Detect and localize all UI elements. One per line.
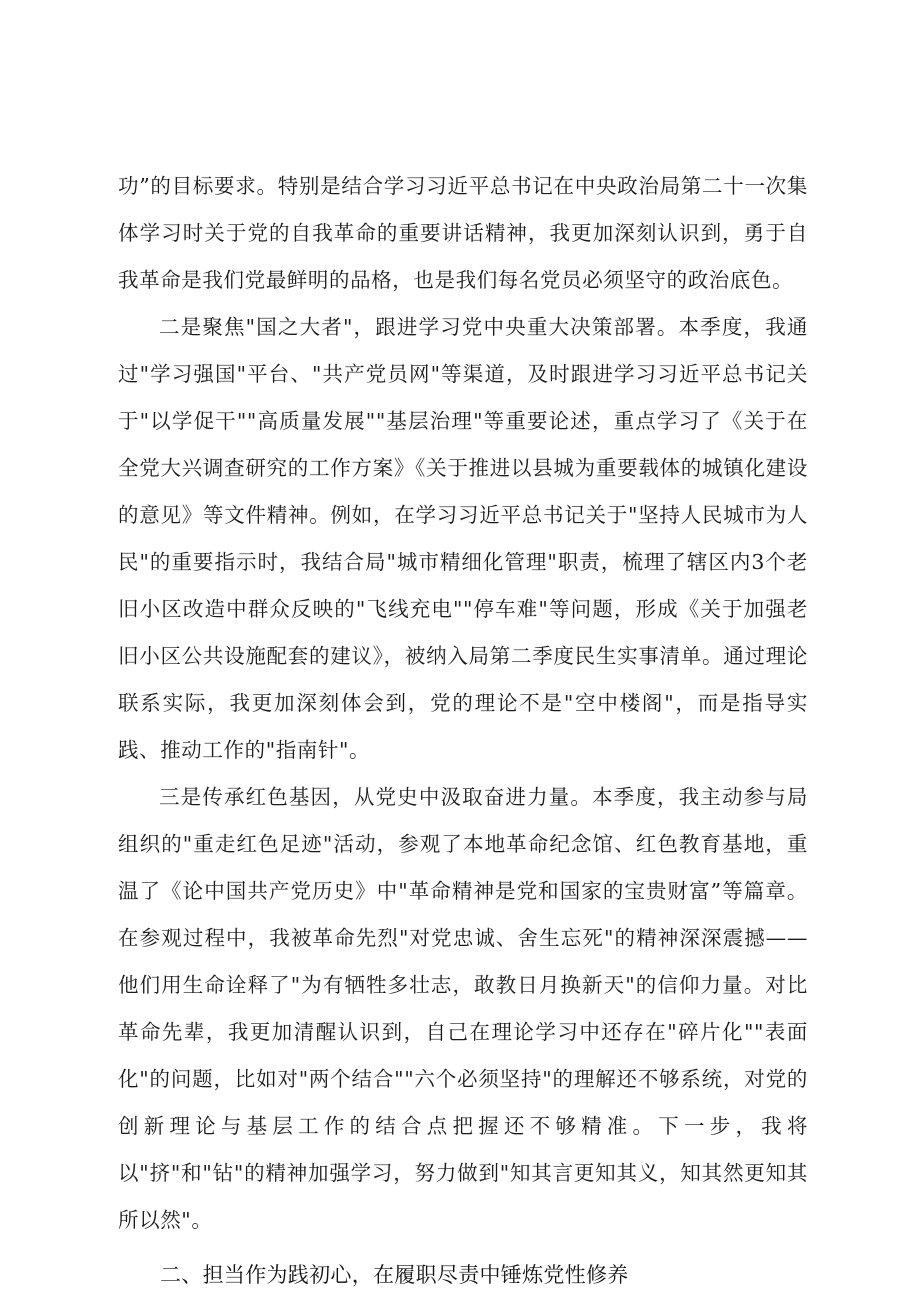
paragraph-item-three: 三是传承红色基因，从党史中汲取奋进力量。本季度，我主动参与局组织的"重走红色足迹"活动，参观了本地革命纪念馆、红色教育基地，重温了《论中国共产党历史》中"革命精神是党和国家的宝贵财富”等篇章。在参观过程中，我被革命先烈"对党忠诚、舍生忘死"的精神深深震撼——他们用生命诠释了"为有牺牲多壮志，敢教日月换新天"的信仰力量。对比革命先辈，我更加清醒认识到，自己在理论学习中还存在"碎片化""表面化"的问题，比如对"两个结合""六个必须坚持"的理解还不够系统，对党的创新理论与基层工作的结合点把握还不够精准。下一步，我将以"挤"和"钻"的精神加强学习，努力做到"知其言更知其义，知其然更知其所以然"。 [118,785,808,1232]
paragraph-item-two: 二是聚焦"国之大者"，跟进学习党中央重大决策部署。本季度，我通过"学习强国"平台、"共产党员网"等渠道，及时跟进学习习近平总书记关于"以学促干""高质量发展""基层治理"等重要论述，重点学习了《关于在全党大兴调查研究的工作方案》《关于推进以县城为重要载体的城镇化建设的意见》等文件精神。例如，在学习习近平总书记关于"坚持人民城市为人民"的重要指示时，我结合局"城市精细化管理"职责，梳理了辖区内3个老旧小区改造中群众反映的"飞线充电""停车难"等问题，形成《关于加强老旧小区公共设施配套的建议》，被纳入局第二季度民生实事清单。通过理论联系实际，我更加深刻体会到，党的理论不是"空中楼阁"，而是指导实践、推动工作的"指南针"。 [118,315,808,762]
document-body [118,163,808,1297]
paragraph-continuation: 功”的目标要求。特别是结合学习习近平总书记在中央政治局第二十一次集体学习时关于党的自我革命的重要讲话精神，我更加深刻认识到，勇于自我革命是我们党最鲜明的品格，也是我们每名党员必须坚守的政治底色。 [118,174,808,292]
section-heading: 二、担当作为践初心，在履职尽责中锤炼党性修养 [160,1263,629,1287]
